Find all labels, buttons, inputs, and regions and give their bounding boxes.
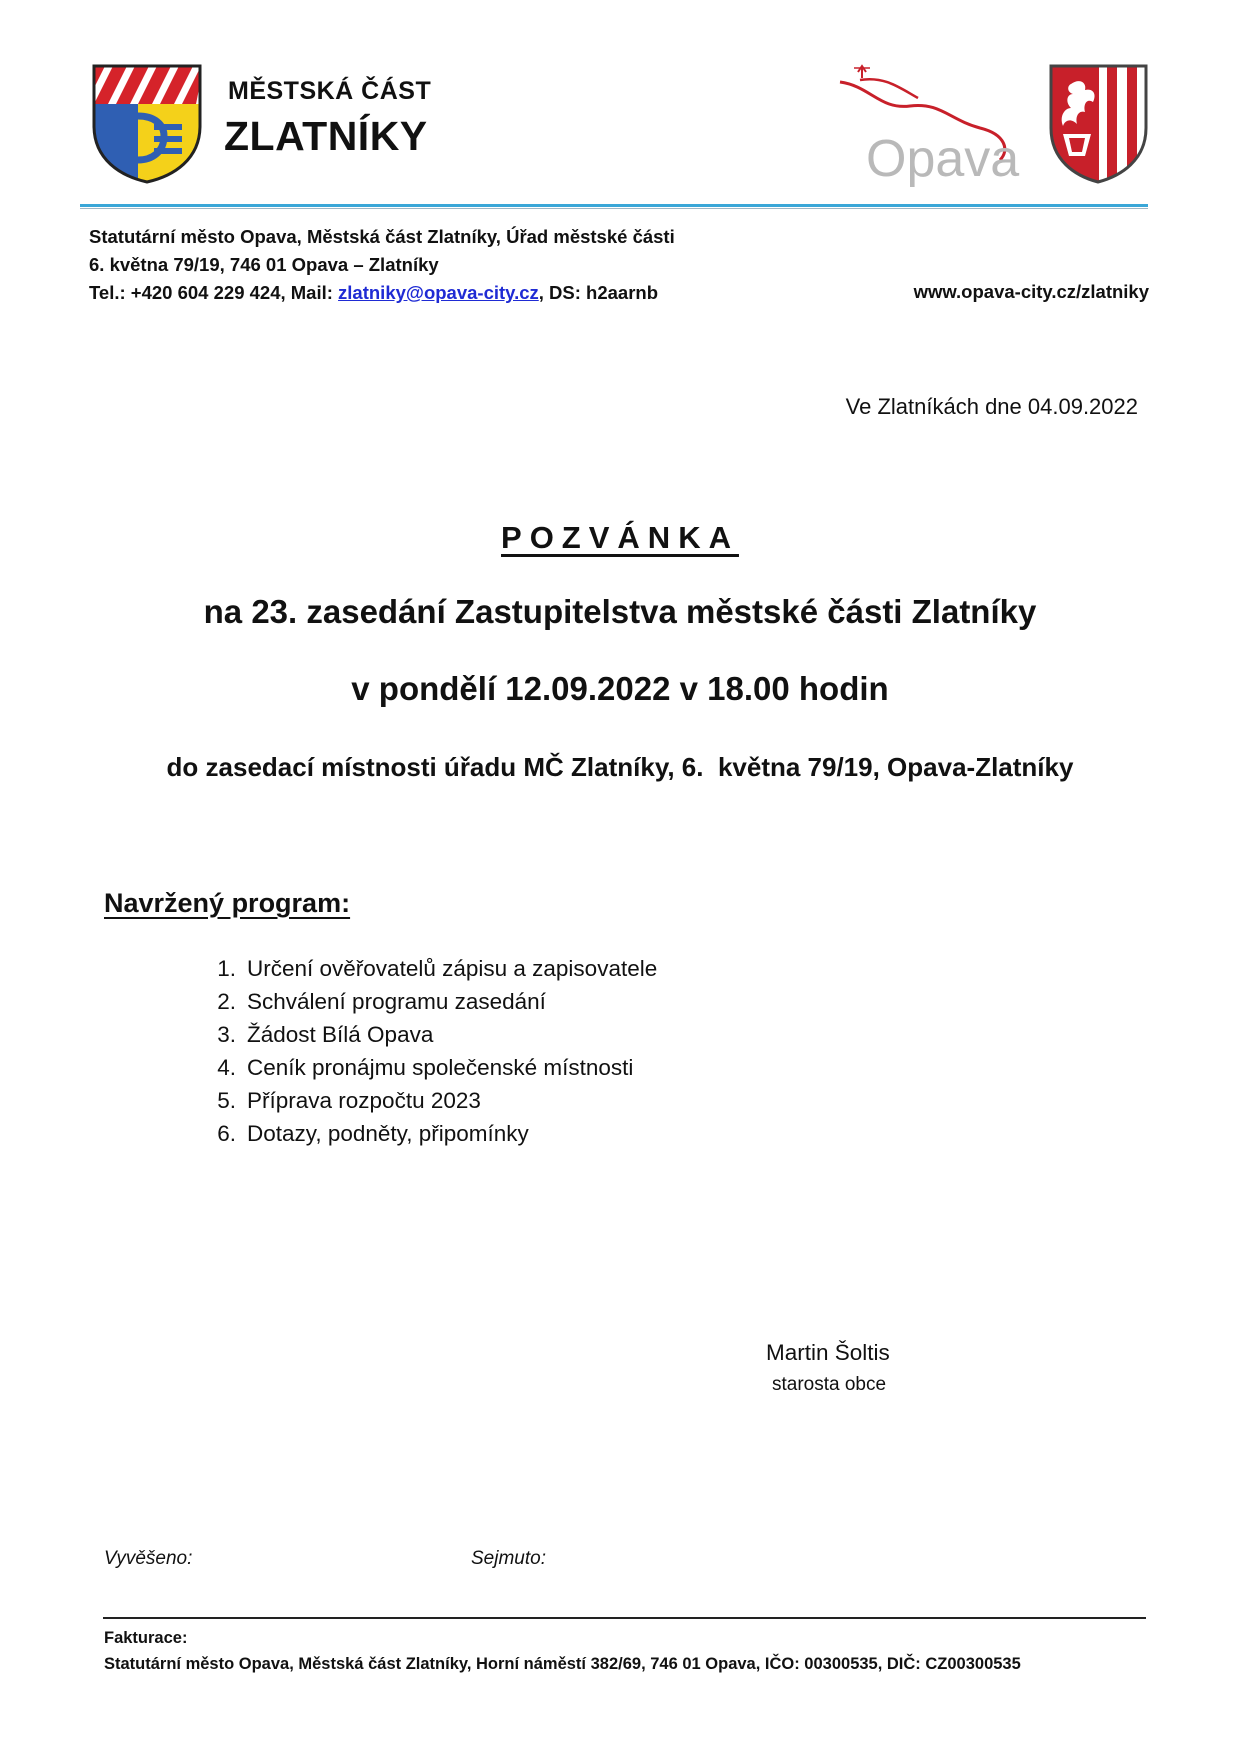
signer-name: Martin Šoltis <box>766 1340 890 1365</box>
opava-logo-text: Opava <box>866 130 1020 188</box>
contact-line-3 <box>89 279 658 307</box>
email-link[interactable]: zlatniky@opava-city.cz <box>338 282 539 303</box>
invitation-line-2: v pondělí 12.09.2022 v 18.00 hodin <box>351 670 889 707</box>
agenda-item <box>196 1051 657 1084</box>
tel-text: Tel.: +420 604 229 424, Mail: <box>89 282 339 303</box>
program-heading: Navržený program: <box>104 888 351 918</box>
agenda-item-number: 3. <box>217 1022 236 1047</box>
website-text: www.opava-city.cz/zlatniky <box>913 281 1149 302</box>
billing-text: Statutární město Opava, Městská část Zlatníky, Horní náměstí 382/69, 746 01 Opava, IČO: 00300535, DIČ: CZ00300535 <box>104 1655 1021 1673</box>
invitation-line-3: do zasedací místnosti úřadu MČ Zlatníky, 6. května 79/19, Opava-Zlatníky <box>166 752 1074 782</box>
ds-text: , DS: h2aarnb <box>538 282 659 303</box>
agenda-item-text: Ceník pronájmu společenské místnosti <box>247 1055 634 1080</box>
agenda-item <box>196 1117 657 1150</box>
agenda-item-text: Určení ověřovatelů zápisu a zapisovatele <box>247 956 658 981</box>
agenda-item-number: 4. <box>217 1055 236 1080</box>
agenda-list <box>196 952 657 1150</box>
signer-role: starosta obce <box>772 1374 887 1395</box>
agenda-item-number: 1. <box>217 956 236 981</box>
removed-label: Sejmuto: <box>471 1548 546 1569</box>
agenda-item-number: 2. <box>217 989 236 1014</box>
agenda-item <box>196 952 657 985</box>
footer-divider <box>103 1617 1146 1619</box>
header-title-line-1: MĚSTSKÁ ČÁST <box>228 77 432 105</box>
agenda-item <box>196 1084 657 1117</box>
agenda-item-number: 6. <box>217 1121 236 1146</box>
date-line: Ve Zlatníkách dne 04.09.2022 <box>845 394 1138 419</box>
header-title-line-2: ZLATNÍKY <box>224 113 428 159</box>
invitation-title: POZVÁNKA <box>501 520 739 555</box>
agenda-item <box>196 1018 657 1051</box>
opava-logo <box>830 60 1045 190</box>
agenda-item-text: Dotazy, podněty, připomínky <box>247 1121 529 1146</box>
zlatniky-coat-of-arms-icon <box>92 64 202 184</box>
billing-heading: Fakturace: <box>104 1629 188 1647</box>
invitation-line-1: na 23. zasedání Zastupitelstva městské části Zlatníky <box>203 593 1037 630</box>
agenda-item <box>196 985 657 1018</box>
opava-coat-of-arms-icon <box>1049 64 1148 184</box>
header-divider <box>80 197 1148 203</box>
contact-line-1: Statutární město Opava, Městská část Zlatníky, Úřad městské části <box>89 226 675 247</box>
agenda-item-text: Příprava rozpočtu 2023 <box>247 1088 481 1113</box>
contact-line-2: 6. května 79/19, 746 01 Opava – Zlatníky <box>89 254 439 275</box>
posted-label: Vyvěšeno: <box>104 1548 193 1569</box>
agenda-item-number: 5. <box>217 1088 236 1113</box>
agenda-item-text: Schválení programu zasedání <box>247 989 546 1014</box>
agenda-item-text: Žádost Bílá Opava <box>247 1022 434 1047</box>
